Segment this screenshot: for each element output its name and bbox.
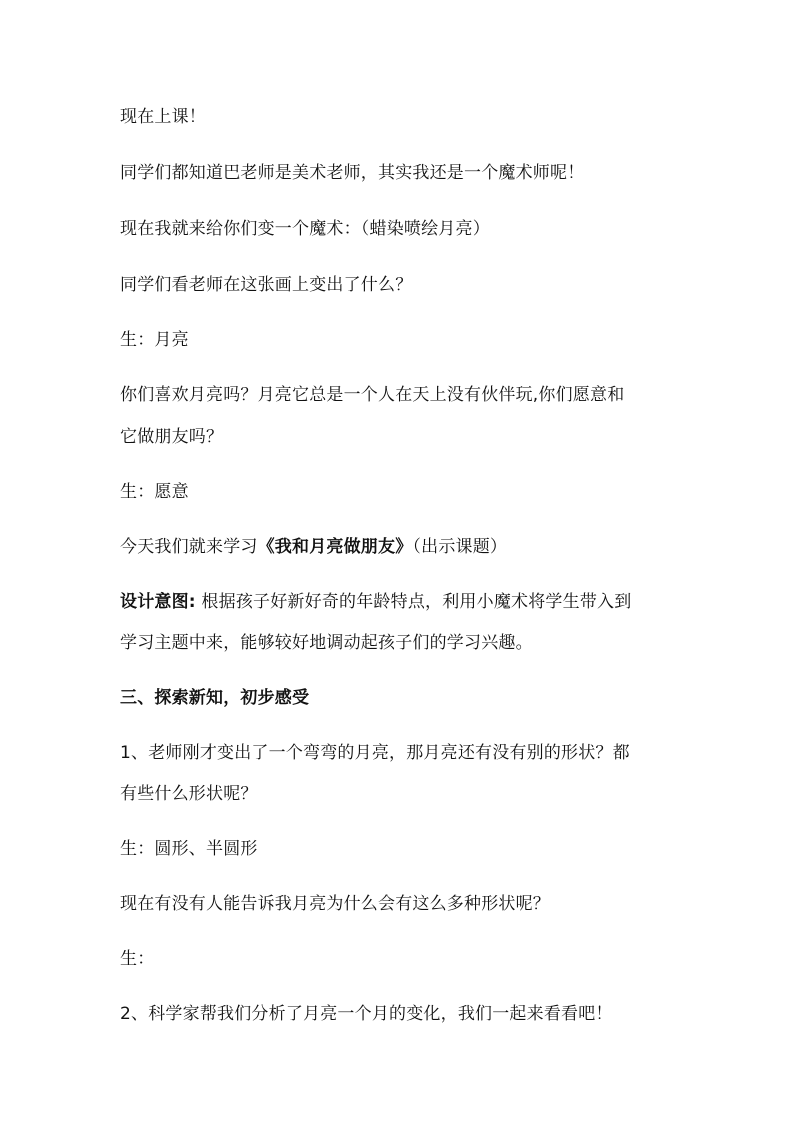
paragraph-scientists: 2、科学家帮我们分析了月亮一个月的变化，我们一起来看看吧！ (120, 1004, 613, 1024)
lesson-intro-text: 今天我们就来学习 (120, 537, 258, 557)
section-heading-explore: 三、探索新知，初步感受 (120, 688, 310, 708)
lesson-title-note: （出示课题） (412, 537, 508, 557)
paragraph-teacher-intro: 同学们都知道巴老师是美术老师，其实我还是一个魔术师呢！ (120, 163, 585, 183)
design-intent-label: 设计意图: (120, 592, 196, 612)
paragraph-like-moon-line1: 你们喜欢月亮吗？月亮它总是一个人在天上没有伙伴玩,你们愿意和 (120, 385, 625, 405)
paragraph-design-intent-line1 (120, 592, 631, 613)
paragraph-question-what: 同学们看老师在这张画上变出了什么？ (120, 275, 413, 295)
paragraph-moon-shapes-line1: 1、老师刚才变出了一个弯弯的月亮，那月亮还有没有别的形状？都 (120, 743, 630, 763)
paragraph-start-class: 现在上课！ (120, 107, 206, 127)
design-intent-text: 根据孩子好新好奇的年龄特点，利用小魔术将学生带入到 (195, 592, 632, 612)
lesson-title-text: 《我和月亮做朋友》 (257, 537, 413, 557)
paragraph-student-answer-shapes: 生：圆形、半圆形 (120, 839, 258, 859)
paragraph-lesson-title (120, 537, 507, 558)
paragraph-student-answer-moon: 生：月亮 (120, 330, 189, 350)
paragraph-moon-shapes-line2: 有些什么形状呢？ (120, 784, 258, 804)
paragraph-like-moon-line2: 它做朋友吗？ (120, 427, 224, 447)
paragraph-student-answer-willing: 生：愿意 (120, 482, 189, 502)
paragraph-why-shapes: 现在有没有人能告诉我月亮为什么会有这么多种形状呢？ (120, 894, 550, 914)
paragraph-student-blank: 生： (120, 949, 155, 969)
paragraph-design-intent-line2: 学习主题中来，能够较好地调动起孩子们的学习兴趣。 (120, 633, 533, 653)
paragraph-magic-trick: 现在我就来给你们变一个魔术：（蜡染喷绘月亮） (120, 219, 490, 239)
